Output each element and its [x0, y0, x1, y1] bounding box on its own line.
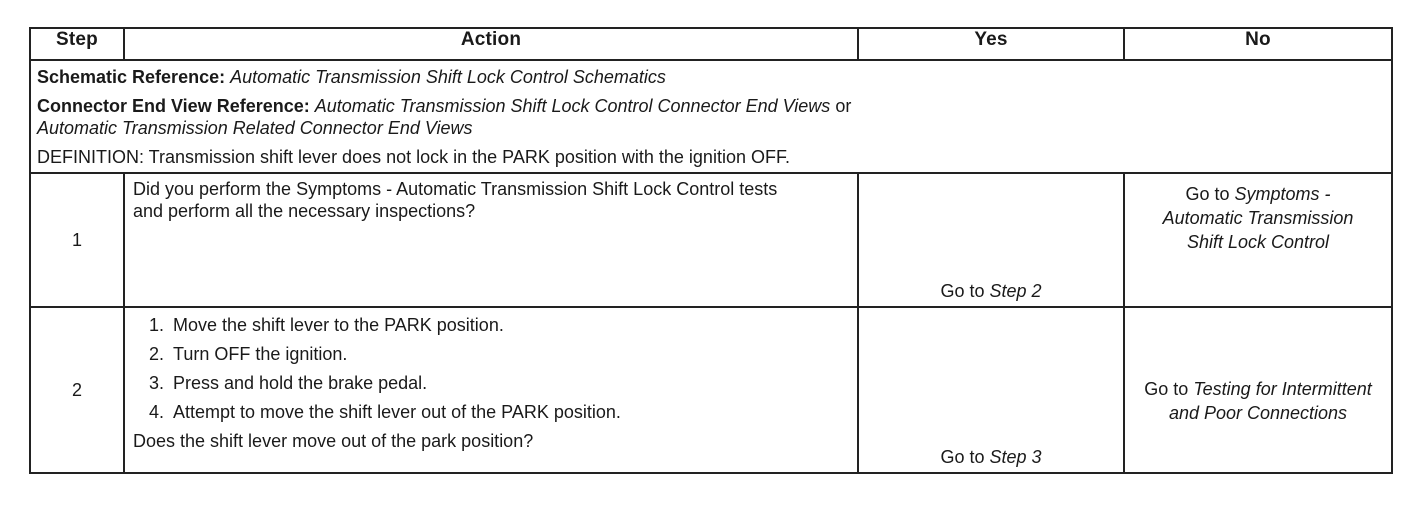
connector-reference-link-2[interactable]: Automatic Transmission Related Connector End Views: [37, 118, 473, 138]
yes-goto: [859, 447, 1123, 468]
no-goto-link[interactable]: Testing for Intermittent and Poor Connections: [1168, 379, 1372, 423]
no-goto-prefix: Go to: [1185, 184, 1230, 204]
list-item: 3. Press and hold the brake pedal.: [169, 372, 849, 394]
action-cell: [124, 307, 858, 473]
action-question: Does the shift lever move out of the park position?: [133, 431, 534, 451]
schematic-reference-label: Schematic Reference:: [37, 67, 226, 87]
yes-goto-prefix: Go to: [940, 447, 985, 467]
reference-cell: [30, 60, 1392, 173]
action-steps-list: [133, 314, 849, 423]
schematic-reference: [37, 66, 1385, 88]
step-number: 1: [30, 173, 124, 307]
connector-reference-label: Connector End View Reference:: [37, 96, 310, 116]
no-goto-link[interactable]: Symptoms - Automatic Transmission Shift Lock Control: [1162, 184, 1354, 252]
yes-goto-link[interactable]: Step 2: [989, 281, 1042, 301]
no-cell: [1124, 173, 1392, 307]
step-number: 2: [30, 307, 124, 473]
schematic-reference-link[interactable]: Automatic Transmission Shift Lock Control Schematics: [230, 67, 666, 87]
yes-goto-prefix: Go to: [940, 281, 985, 301]
list-item: 2. Turn OFF the ignition.: [169, 343, 849, 365]
definition-text: DEFINITION: Transmission shift lever does not lock in the PARK position with the ignition OFF.: [37, 147, 790, 167]
list-item: 4. Attempt to move the shift lever out of the PARK position.: [169, 401, 849, 423]
header-yes: Yes: [858, 28, 1124, 60]
yes-cell: [858, 307, 1124, 473]
no-cell: [1124, 307, 1392, 473]
connector-reference-link-1[interactable]: Automatic Transmission Shift Lock Control Connector End Views: [314, 96, 831, 116]
yes-cell: [858, 173, 1124, 307]
table-row: [30, 173, 1392, 307]
header-step: Step: [30, 28, 124, 60]
yes-goto: [859, 281, 1123, 302]
yes-goto-link[interactable]: Step 3: [989, 447, 1042, 467]
diagnostic-table: [29, 27, 1393, 474]
reference-row: [30, 60, 1392, 173]
header-no: No: [1124, 28, 1392, 60]
action-text: Did you perform the Symptoms - Automatic Transmission Shift Lock Control tests and perform all the necessary inspections?: [124, 173, 858, 307]
no-goto-prefix: Go to: [1144, 379, 1189, 399]
connector-reference-or: or: [835, 96, 852, 116]
connector-reference: [37, 95, 1385, 139]
table-row: [30, 307, 1392, 473]
header-row: [30, 28, 1392, 60]
list-item: 1. Move the shift lever to the PARK position.: [169, 314, 849, 336]
header-action: Action: [124, 28, 858, 60]
